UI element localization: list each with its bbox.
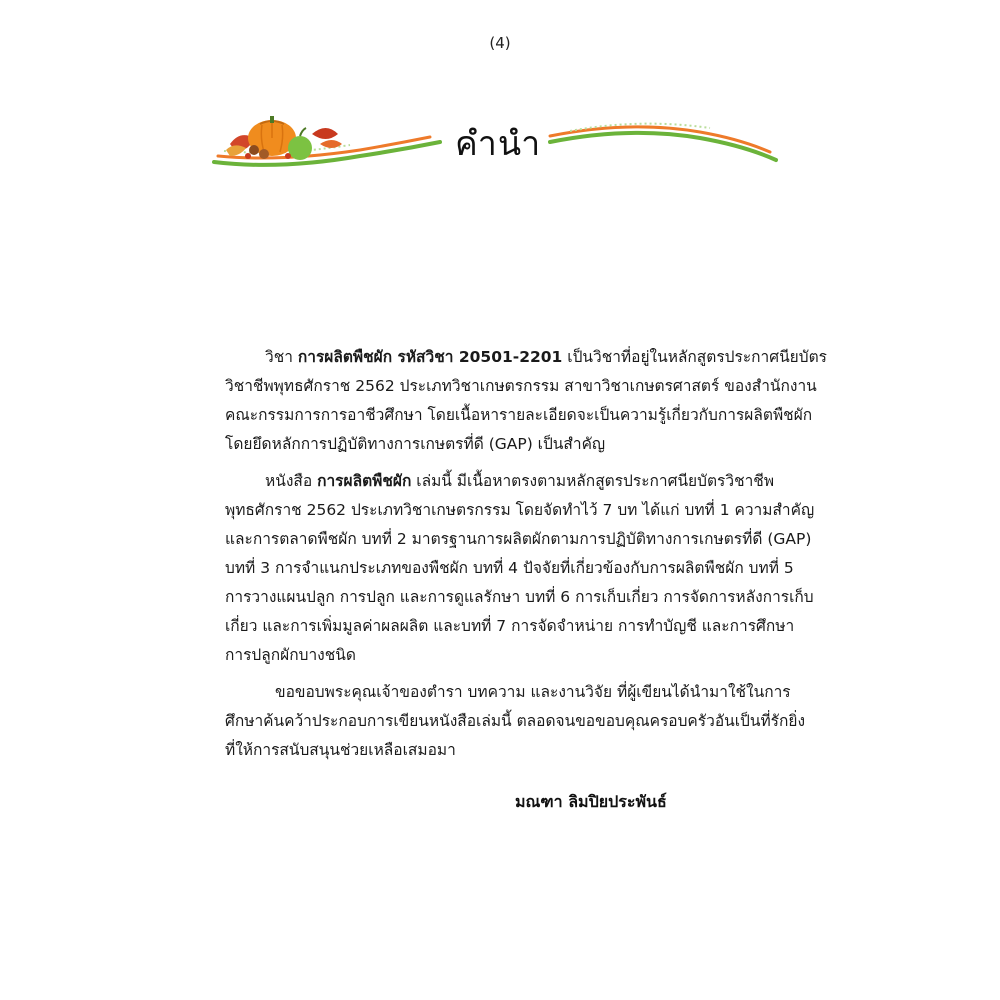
- paragraph-course-intro: [225, 343, 827, 459]
- text-line: พุทธศักราช 2562 ประเภทวิชาเกษตรกรรม โดยจัดทำไว้ 7 บท ได้แก่ บทที่ 1 ความสำคัญ: [225, 501, 815, 519]
- course-title-bold: การผลิตพืชผัก รหัสวิชา 20501-2201: [297, 348, 563, 366]
- paragraph-acknowledgement: [225, 678, 806, 765]
- book-title-bold: การผลิตพืชผัก: [317, 472, 412, 490]
- text-line: ศึกษาค้นคว้าประกอบการเขียนหนังสือเล่มนี้ ตลอดจนขอขอบคุณครอบครัวอันเป็นที่รักยิ่ง: [225, 712, 806, 730]
- text-span: เป็นวิชาที่อยู่ในหลักสูตรประกาศนียบัตร: [562, 348, 827, 366]
- paragraph-book-contents: [225, 467, 815, 670]
- right-swoosh: [550, 124, 776, 160]
- text-span: วิชา: [265, 348, 298, 366]
- text-line: บทที่ 3 การจำแนกประเภทของพืชผัก บทที่ 4 ปัจจัยที่เกี่ยวข้องกับการผลิตพืชผัก บทที่ 5: [225, 559, 794, 577]
- text-line: วิชาชีพพุทธศักราช 2562 ประเภทวิชาเกษตรกรรม สาขาวิชาเกษตรศาสตร์ ของสำนักงาน: [225, 377, 817, 395]
- text-span: หนังสือ: [265, 472, 318, 490]
- text-line: ขอขอบพระคุณเจ้าของตำรา บทความ และงานวิจัย ที่ผู้เขียนได้นำมาใช้ในการ: [275, 683, 791, 701]
- page-title: คำนำ: [455, 124, 542, 164]
- text-line: และการตลาดพืชผัก บทที่ 2 มาตรฐานการผลิตผักตามการปฏิบัติทางการเกษตรที่ดี (GAP): [225, 530, 812, 548]
- text-line: ที่ให้การสนับสนุนช่วยเหลือเสมอมา: [225, 741, 456, 759]
- text-line: [225, 343, 827, 372]
- preface-body: [225, 343, 827, 773]
- page-number: (4): [489, 34, 511, 52]
- text-span: เล่มนี้ มีเนื้อหาตรงตามหลักสูตรประกาศนียบัตรวิชาชีพ: [411, 472, 775, 490]
- text-line: โดยยึดหลักการปฏิบัติทางการเกษตรที่ดี (GAP) เป็นสำคัญ: [225, 435, 606, 453]
- text-line: คณะกรรมการการอาชีวศึกษา โดยเนื้อหารายละเอียดจะเป็นความรู้เกี่ยวกับการผลิตพืชผัก: [225, 406, 813, 424]
- text-line: การปลูกผักบางชนิด: [225, 646, 356, 664]
- text-line: เกี่ยว และการเพิ่มมูลค่าผลผลิต และบทที่ 7 การจัดจำหน่าย การทำบัญชี และการศึกษา: [225, 617, 795, 635]
- text-line: [225, 467, 775, 496]
- text-line: การวางแผนปลูก การปลูก และการดูแลรักษา บทที่ 6 การเก็บเกี่ยว การจัดการหลังการเก็บ: [225, 588, 814, 606]
- author-signature: มณฑา ลิมปิยประพันธ์: [515, 792, 667, 811]
